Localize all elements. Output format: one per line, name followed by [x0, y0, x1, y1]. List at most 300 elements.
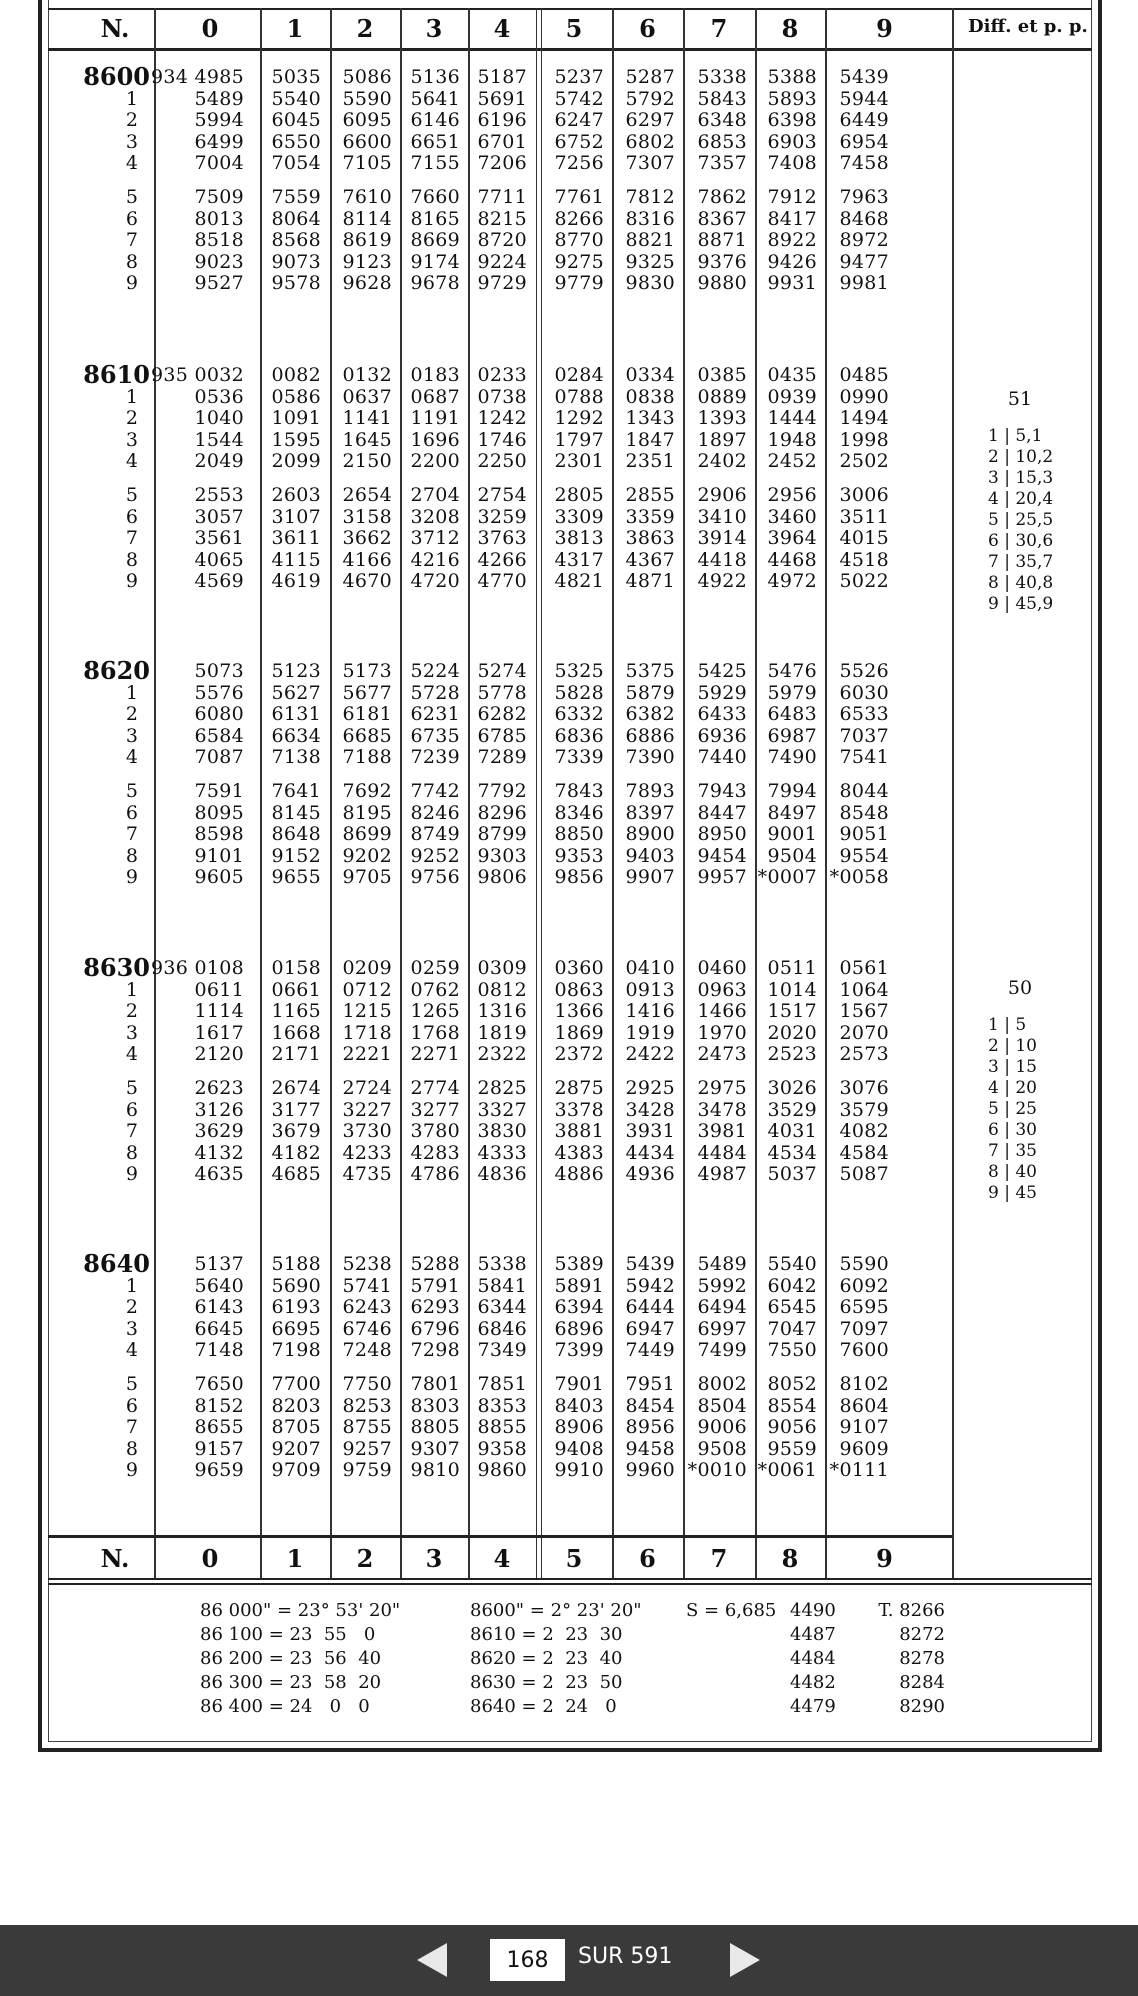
- table-cell: 6903: [767, 130, 817, 153]
- table-cell: 6947: [625, 1317, 675, 1340]
- table-cell: 9910: [554, 1459, 604, 1482]
- table-cell: 7155: [410, 152, 460, 175]
- row-index: 4: [125, 1339, 138, 1362]
- footer-column-header-1: 1: [286, 1544, 304, 1573]
- table-cell: 4987: [697, 1163, 747, 1186]
- row-index: 8: [125, 1141, 138, 1164]
- table-cell: 8906: [554, 1416, 604, 1439]
- table-cell: 3981: [697, 1120, 747, 1143]
- table-cell: 5489: [194, 87, 244, 110]
- row-index: 9: [125, 1459, 138, 1482]
- table-cell: 3931: [625, 1120, 675, 1143]
- table-cell: 6095: [342, 109, 392, 132]
- table-cell: 5691: [477, 87, 527, 110]
- column-header-4: 4: [493, 14, 511, 43]
- row-index: 2: [125, 109, 138, 132]
- table-cell: 2805: [554, 484, 604, 506]
- table-cell: 6550: [271, 130, 321, 153]
- table-cell: 5792: [625, 87, 675, 110]
- table-cell: 8052: [767, 1373, 817, 1395]
- table-cell: 3780: [410, 1120, 460, 1143]
- table-cell: 6042: [767, 1274, 817, 1297]
- table-cell: 9880: [697, 272, 747, 295]
- table-cell: 7591: [194, 780, 244, 802]
- table-cell: 6293: [410, 1296, 460, 1319]
- column-header-3: 3: [425, 14, 443, 43]
- table-cell: 3529: [767, 1098, 817, 1121]
- table-cell: 8669: [410, 229, 460, 252]
- table-cell: 7399: [554, 1339, 604, 1362]
- table-cell: 6080: [194, 703, 244, 726]
- table-cell: 7458: [839, 152, 889, 175]
- table-cell: 9554: [839, 844, 889, 867]
- row-index: 2: [125, 407, 138, 430]
- table-cell: 1847: [625, 428, 675, 451]
- table-cell: *0010: [687, 1459, 747, 1482]
- table-cell: 8064: [271, 207, 321, 230]
- table-cell: 8002: [697, 1373, 747, 1395]
- table-cell: 9678: [410, 272, 460, 295]
- table-cell: 9830: [625, 272, 675, 295]
- table-cell: 7138: [271, 746, 321, 769]
- table-cell: 5540: [271, 87, 321, 110]
- table-cell: 1265: [410, 1000, 460, 1023]
- table-cell: 5288: [410, 1253, 460, 1275]
- footer-column-header-0: 0: [201, 1544, 219, 1573]
- table-cell: 6685: [342, 724, 392, 747]
- table-cell: 7148: [194, 1339, 244, 1362]
- table-cell: 1114: [194, 1000, 244, 1023]
- table-cell: 8447: [697, 801, 747, 824]
- row-index: 6: [125, 505, 138, 528]
- table-cell: 8403: [554, 1394, 604, 1417]
- table-cell: 9759: [342, 1459, 392, 1482]
- table-cell: 7499: [697, 1339, 747, 1362]
- table-cell: 9628: [342, 272, 392, 295]
- table-cell: 2049: [194, 450, 244, 473]
- table-cell: 1064: [839, 978, 889, 1001]
- table-cell: 9981: [839, 272, 889, 295]
- table-cell: 8346: [554, 801, 604, 824]
- table-cell: 7298: [410, 1339, 460, 1362]
- table-cell: 0963: [697, 978, 747, 1001]
- table-cell: 5879: [625, 681, 675, 704]
- table-cell: 0561: [839, 957, 889, 979]
- table-cell: 5035: [271, 66, 321, 88]
- table-cell: 9454: [697, 844, 747, 867]
- table-cell: 8805: [410, 1416, 460, 1439]
- table-cell: 5439: [839, 66, 889, 88]
- table-cell: 9275: [554, 250, 604, 273]
- table-cell: 6382: [625, 703, 675, 726]
- row-index: 4: [125, 1043, 138, 1066]
- table-cell: 6449: [839, 109, 889, 132]
- table-cell: 5741: [342, 1274, 392, 1297]
- table-cell: 5476: [767, 660, 817, 682]
- table-cell: 1366: [554, 1000, 604, 1023]
- table-cell: 1696: [410, 428, 460, 451]
- table-cell: 7097: [839, 1317, 889, 1340]
- row-index: 2: [125, 1000, 138, 1023]
- table-cell: 5037: [767, 1163, 817, 1186]
- table-cell: 5375: [625, 660, 675, 682]
- table-cell: 6398: [767, 109, 817, 132]
- page-number-input[interactable]: [490, 1939, 565, 1981]
- table-cell: 7963: [839, 186, 889, 208]
- row-index: 8: [125, 844, 138, 867]
- table-cell: 2221: [342, 1043, 392, 1066]
- pp-table-row: 2 | 10: [988, 1036, 1037, 1056]
- table-cell: 4886: [554, 1163, 604, 1186]
- table-cell: 3026: [767, 1077, 817, 1099]
- table-cell: 3006: [839, 484, 889, 506]
- table-cell: 5237: [554, 66, 604, 88]
- table-cell: 8972: [839, 229, 889, 252]
- diff-column-separator: [952, 8, 954, 1578]
- table-cell: 7901: [554, 1373, 604, 1395]
- table-cell: 8554: [767, 1394, 817, 1417]
- pp-table-row: 3 | 15: [988, 1057, 1037, 1077]
- footer-time-conversion: 86 000" = 23° 53' 20": [200, 1600, 401, 1621]
- footer-s-value: 4484: [790, 1648, 836, 1669]
- table-cell: 8497: [767, 801, 817, 824]
- table-cell: 7792: [477, 780, 527, 802]
- table-cell: 5188: [271, 1253, 321, 1275]
- table-cell: 9006: [697, 1416, 747, 1439]
- table-cell: 7862: [697, 186, 747, 208]
- table-cell: 3208: [410, 505, 460, 528]
- table-cell: 7188: [342, 746, 392, 769]
- triangle-left-icon[interactable]: [417, 1943, 447, 1977]
- table-cell: 3679: [271, 1120, 321, 1143]
- table-cell: 0889: [697, 385, 747, 408]
- table-cell: 1316: [477, 1000, 527, 1023]
- table-cell: 1494: [839, 407, 889, 430]
- table-cell: 9174: [410, 250, 460, 273]
- table-cell: 9806: [477, 866, 527, 889]
- table-cell: 2523: [767, 1043, 817, 1066]
- table-cell: 9123: [342, 250, 392, 273]
- table-cell: 3107: [271, 505, 321, 528]
- table-cell: *0061: [757, 1459, 817, 1482]
- pp-table-row: 9 | 45,9: [988, 594, 1054, 614]
- table-cell: 8755: [342, 1416, 392, 1439]
- table-cell: 8152: [194, 1394, 244, 1417]
- table-cell: 8296: [477, 801, 527, 824]
- table-cell: 2875: [554, 1077, 604, 1099]
- footer-s-value: 4482: [790, 1672, 836, 1693]
- table-cell: 9907: [625, 866, 675, 889]
- table-cell: 7610: [342, 186, 392, 208]
- table-cell: 6297: [625, 109, 675, 132]
- table-cell: 6231: [410, 703, 460, 726]
- table-cell: 7390: [625, 746, 675, 769]
- footer-arc-conversion: 8620 = 2 23 40: [470, 1648, 623, 1669]
- table-cell: 6332: [554, 703, 604, 726]
- table-cell: 1998: [839, 428, 889, 451]
- table-cell: 8922: [767, 229, 817, 252]
- table-cell: 3662: [342, 527, 392, 550]
- table-cell: 3057: [194, 505, 244, 528]
- column-header-diff: Diff. et p. p.: [968, 16, 1088, 37]
- table-cell: 935 0032: [150, 364, 244, 386]
- row-index: 9: [125, 1163, 138, 1186]
- table-cell: 7490: [767, 746, 817, 769]
- table-cell: 0687: [410, 385, 460, 408]
- table-cell: 4936: [625, 1163, 675, 1186]
- table-cell: 2654: [342, 484, 392, 506]
- table-cell: 8195: [342, 801, 392, 824]
- row-index: 5: [125, 1373, 138, 1395]
- table-cell: 8504: [697, 1394, 747, 1417]
- table-cell: 5690: [271, 1274, 321, 1297]
- table-cell: 5590: [342, 87, 392, 110]
- table-cell: 5389: [554, 1253, 604, 1275]
- footer-column-header-8: 8: [781, 1544, 799, 1573]
- table-cell: 8850: [554, 823, 604, 846]
- table-cell: 5022: [839, 570, 889, 593]
- column-header-7: 7: [710, 14, 728, 43]
- table-cell: 8956: [625, 1416, 675, 1439]
- table-cell: 0460: [697, 957, 747, 979]
- triangle-right-icon[interactable]: [730, 1943, 760, 1977]
- row-index: 2: [125, 703, 138, 726]
- table-cell: 3813: [554, 527, 604, 550]
- table-cell: 2150: [342, 450, 392, 473]
- row-index: 7: [125, 1120, 138, 1143]
- table-cell: 4015: [839, 527, 889, 550]
- table-cell: 1544: [194, 428, 244, 451]
- table-cell: 8720: [477, 229, 527, 252]
- table-cell: 7801: [410, 1373, 460, 1395]
- footer-s-value: 4487: [790, 1624, 836, 1645]
- table-cell: 9325: [625, 250, 675, 273]
- table-cell: 4031: [767, 1120, 817, 1143]
- table-cell: 7761: [554, 186, 604, 208]
- table-cell: 8648: [271, 823, 321, 846]
- table-cell: 9426: [767, 250, 817, 273]
- table-cell: 0990: [839, 385, 889, 408]
- table-cell: 8246: [410, 801, 460, 824]
- table-cell: 2502: [839, 450, 889, 473]
- table-cell: 7994: [767, 780, 817, 802]
- table-cell: 2250: [477, 450, 527, 473]
- table-cell: 7912: [767, 186, 817, 208]
- table-cell: 8699: [342, 823, 392, 846]
- table-cell: 9303: [477, 844, 527, 867]
- table-cell: 8266: [554, 207, 604, 230]
- table-cell: 8165: [410, 207, 460, 230]
- table-cell: 8353: [477, 1394, 527, 1417]
- table-cell: 8367: [697, 207, 747, 230]
- table-cell: 0132: [342, 364, 392, 386]
- table-cell: 9508: [697, 1437, 747, 1460]
- table-cell: 3428: [625, 1098, 675, 1121]
- table-cell: 9257: [342, 1437, 392, 1460]
- table-cell: 4166: [342, 548, 392, 571]
- footer-column-header-6: 6: [639, 1544, 656, 1573]
- table-cell: 2603: [271, 484, 321, 506]
- table-cell: 7843: [554, 780, 604, 802]
- table-cell: 1215: [342, 1000, 392, 1023]
- table-cell: 5136: [410, 66, 460, 88]
- table-cell: 8397: [625, 801, 675, 824]
- table-cell: 6796: [410, 1317, 460, 1340]
- table-cell: 9860: [477, 1459, 527, 1482]
- table-cell: 2422: [625, 1043, 675, 1066]
- table-cell: 1948: [767, 428, 817, 451]
- footer-arc-conversion: 8610 = 2 23 30: [470, 1624, 623, 1645]
- table-cell: 6752: [554, 130, 604, 153]
- table-cell: 7256: [554, 152, 604, 175]
- table-cell: 3126: [194, 1098, 244, 1121]
- table-cell: 6045: [271, 109, 321, 132]
- table-cell: 8095: [194, 801, 244, 824]
- table-cell: 6600: [342, 130, 392, 153]
- footer-time-conversion: 86 300 = 23 58 20: [200, 1672, 382, 1693]
- table-cell: 1292: [554, 407, 604, 430]
- table-cell: 2020: [767, 1021, 817, 1044]
- table-cell: 5489: [697, 1253, 747, 1275]
- table-cell: 5994: [194, 109, 244, 132]
- table-cell: 9152: [271, 844, 321, 867]
- table-cell: 7198: [271, 1339, 321, 1362]
- column-header-1: 1: [286, 14, 304, 43]
- table-cell: 0334: [625, 364, 675, 386]
- table-cell: 6193: [271, 1296, 321, 1319]
- pp-table-row: 7 | 35,7: [988, 552, 1054, 572]
- table-cell: 9477: [839, 250, 889, 273]
- table-cell: 0410: [625, 957, 675, 979]
- table-cell: 3914: [697, 527, 747, 550]
- footer-s-value: 4490: [790, 1600, 836, 1621]
- table-cell: 5728: [410, 681, 460, 704]
- pp-table-row: 2 | 10,2: [988, 447, 1054, 467]
- table-cell: 6494: [697, 1296, 747, 1319]
- table-cell: 5778: [477, 681, 527, 704]
- column-header-8: 8: [781, 14, 799, 43]
- table-cell: 2674: [271, 1077, 321, 1099]
- group-number: 8610: [83, 360, 150, 389]
- column-header-2: 2: [356, 14, 374, 43]
- table-cell: 7248: [342, 1339, 392, 1362]
- table-cell: 0485: [839, 364, 889, 386]
- table-cell: 0385: [697, 364, 747, 386]
- footer-column-header-4: 4: [493, 1544, 511, 1573]
- table-cell: 4216: [410, 548, 460, 571]
- table-cell: 8548: [839, 801, 889, 824]
- table-cell: 3964: [767, 527, 817, 550]
- table-cell: 2070: [839, 1021, 889, 1044]
- row-index: 4: [125, 746, 138, 769]
- table-cell: 6584: [194, 724, 244, 747]
- table-cell: 6802: [625, 130, 675, 153]
- table-cell: 6394: [554, 1296, 604, 1319]
- table-cell: 934 4985: [150, 66, 244, 88]
- table-cell: 9207: [271, 1437, 321, 1460]
- table-cell: 5791: [410, 1274, 460, 1297]
- table-cell: 4534: [767, 1141, 817, 1164]
- table-cell: 3881: [554, 1120, 604, 1143]
- table-cell: 2724: [342, 1077, 392, 1099]
- table-cell: 0284: [554, 364, 604, 386]
- table-cell: 6695: [271, 1317, 321, 1340]
- footer-t-value: T. 8266: [878, 1600, 945, 1621]
- table-cell: 7047: [767, 1317, 817, 1340]
- table-cell: 3076: [839, 1077, 889, 1099]
- table-cell: 4569: [194, 570, 244, 593]
- table-cell: 2271: [410, 1043, 460, 1066]
- table-cell: 1919: [625, 1021, 675, 1044]
- row-index: 5: [125, 1077, 138, 1099]
- table-cell: 1191: [410, 407, 460, 430]
- table-cell: 3830: [477, 1120, 527, 1143]
- table-cell: 3309: [554, 505, 604, 528]
- pp-table-row: 4 | 20,4: [988, 489, 1054, 509]
- table-cell: 6886: [625, 724, 675, 747]
- table-cell: 9705: [342, 866, 392, 889]
- table-cell: 6545: [767, 1296, 817, 1319]
- table-cell: 4266: [477, 548, 527, 571]
- footer-t-value: 8290: [899, 1696, 945, 1717]
- table-cell: 5590: [839, 1253, 889, 1275]
- footer-t-value: 8284: [899, 1672, 945, 1693]
- table-cell: 0309: [477, 957, 527, 979]
- table-cell: 5073: [194, 660, 244, 682]
- table-cell: 1970: [697, 1021, 747, 1044]
- table-cell: 5929: [697, 681, 747, 704]
- table-cell: 9073: [271, 250, 321, 273]
- footer-column-header-2: 2: [356, 1544, 374, 1573]
- table-cell: 6282: [477, 703, 527, 726]
- table-cell: 7239: [410, 746, 460, 769]
- table-cell: 5123: [271, 660, 321, 682]
- table-cell: 9810: [410, 1459, 460, 1482]
- table-cell: 3327: [477, 1098, 527, 1121]
- table-cell: 4685: [271, 1163, 321, 1186]
- table-cell: 0611: [194, 978, 244, 1001]
- table-cell: 936 0108: [150, 957, 244, 979]
- table-cell: 8655: [194, 1416, 244, 1439]
- table-cell: 2351: [625, 450, 675, 473]
- table-cell: 4922: [697, 570, 747, 593]
- row-index: 6: [125, 1394, 138, 1417]
- row-index: 8: [125, 548, 138, 571]
- table-cell: 7700: [271, 1373, 321, 1395]
- table-cell: 6533: [839, 703, 889, 726]
- table-cell: 5287: [625, 66, 675, 88]
- table-cell: 9001: [767, 823, 817, 846]
- row-index: 5: [125, 186, 138, 208]
- table-cell: 4468: [767, 548, 817, 571]
- table-cell: 0712: [342, 978, 392, 1001]
- table-cell: 5173: [342, 660, 392, 682]
- row-index: 2: [125, 1296, 138, 1319]
- table-cell: 2452: [767, 450, 817, 473]
- table-cell: 7307: [625, 152, 675, 175]
- table-cell: 6936: [697, 724, 747, 747]
- row-index: 5: [125, 484, 138, 506]
- table-cell: 7509: [194, 186, 244, 208]
- table-cell: 0661: [271, 978, 321, 1001]
- table-cell: 0259: [410, 957, 460, 979]
- table-cell: *0111: [829, 1459, 889, 1482]
- row-index: 1: [125, 681, 138, 704]
- table-cell: 1444: [767, 407, 817, 430]
- table-cell: 1165: [271, 1000, 321, 1023]
- table-cell: 7851: [477, 1373, 527, 1395]
- table-cell: 3611: [271, 527, 321, 550]
